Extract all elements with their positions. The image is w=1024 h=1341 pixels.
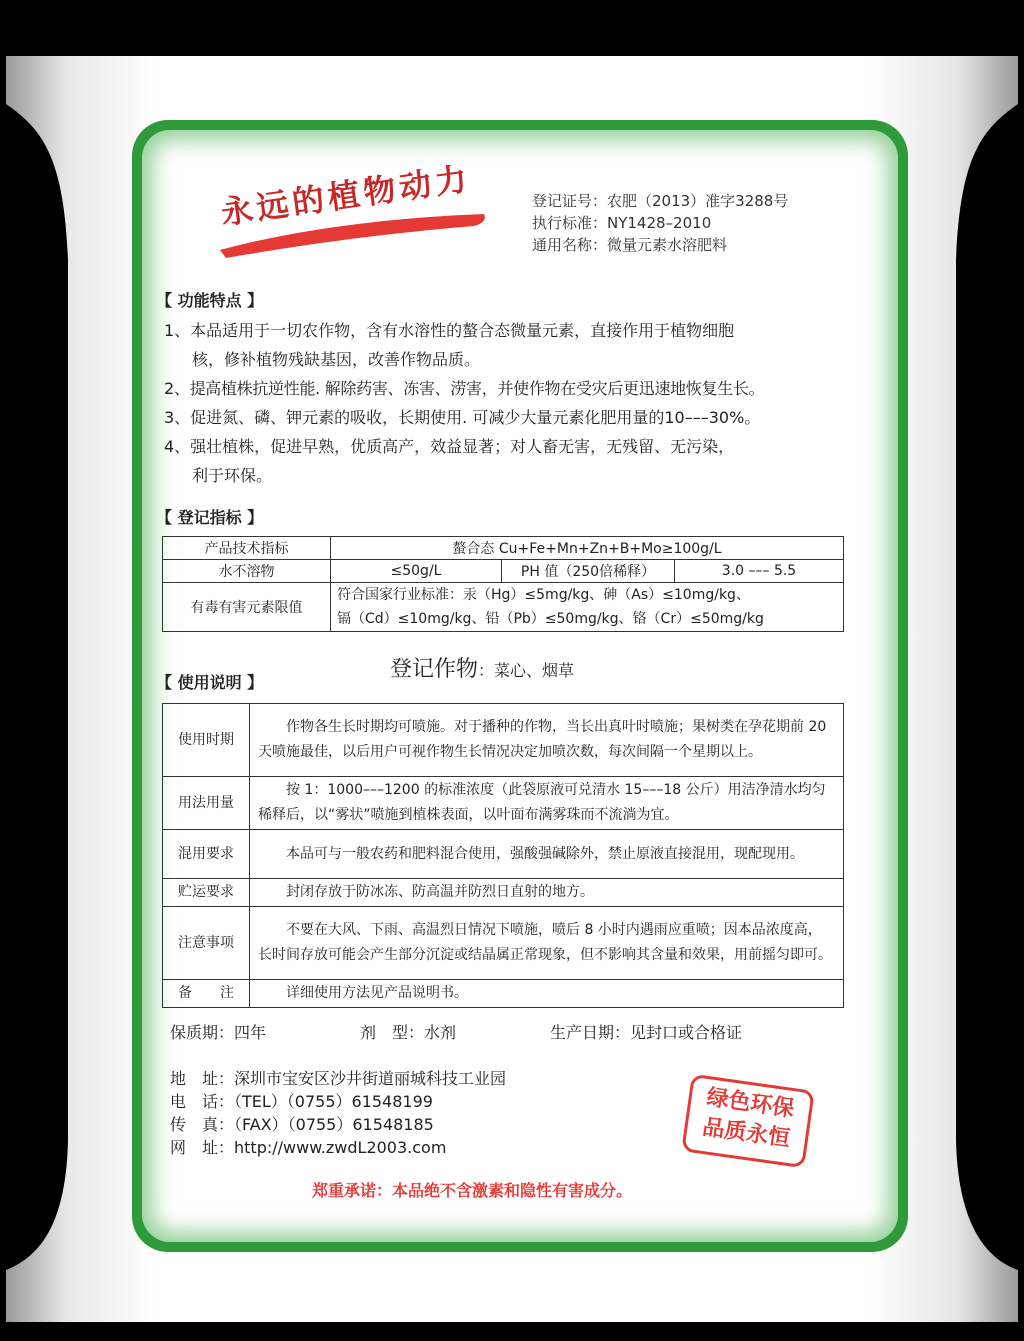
table-row — [163, 583, 844, 632]
table-cell: 用法用量 — [163, 777, 250, 830]
table-cell: 有毒有害元素限值 — [163, 583, 331, 632]
table-cell: 备 注 — [163, 980, 250, 1008]
indicators-table — [162, 536, 844, 632]
features-list — [164, 316, 844, 490]
table-cell — [331, 583, 844, 632]
slogan — [212, 159, 482, 260]
list-item: 3、促进氮、磷、钾元素的吸收，长期使用. 可减少大量元素化肥用量的10–––30%。 — [164, 408, 761, 427]
stamp-line: 品质永恒 — [700, 1114, 792, 1152]
table-row — [163, 907, 844, 980]
table-row — [163, 560, 844, 583]
table-cell: 螯合态 Cu+Fe+Mn+Zn+B+Mo≥100g/L — [331, 537, 844, 560]
table-cell: 贮运要求 — [163, 879, 250, 907]
table-cell: 不要在大风、下雨、高温烈日情况下喷施，喷后 8 小时内遇雨应重喷；因本品浓度高，长时间存放可能会产生部分沉淀或结晶属正常现象，但不影响其含量和效果，用前摇匀即可。 — [250, 907, 844, 980]
features-heading: 【 功能特点 】 — [156, 291, 264, 310]
indicators-heading: 【 登记指标 】 — [156, 508, 264, 527]
registration-info — [532, 190, 788, 256]
common-name: 通用名称：微量元素水溶肥料 — [532, 236, 728, 254]
formulation: 剂 型：水剂 — [360, 1023, 457, 1042]
table-cell: 作物各生长时期均可喷施。对于播种的作物，当长出真叶时喷施；果树类在孕花期前 20 天喷施最佳，以后用户可视作物生长情况决定加喷次数，每次间隔一个星期以上。 — [250, 704, 844, 777]
execution-standard: 执行标准：NY1428–2010 — [532, 214, 712, 232]
table-row — [163, 830, 844, 879]
table-cell: 封闭存放于防冰冻、防高温并防烈日直射的地方。 — [250, 879, 844, 907]
table-cell: 注意事项 — [163, 907, 250, 980]
limit-line: 镉（Cd）≤10mg/kg、铅（Pb）≤50mg/kg、铬（Cr）≤50mg/kg — [337, 611, 764, 627]
list-item: 1、本品适用于一切农作物，含有水溶性的螯合态微量元素，直接作用于植物细胞 — [164, 321, 735, 340]
crops-label: 登记作物 — [390, 657, 479, 682]
fax: 传 真：（FAX）（0755）61548185 — [170, 1115, 434, 1134]
production-date: 生产日期：见封口或合格证 — [550, 1023, 743, 1042]
list-item: 4、强壮植株，促进早熟，优质高产，效益显著；对人畜无害，无残留、无污染， — [164, 437, 735, 456]
usage-table — [162, 703, 844, 1008]
usage-heading: 【 使用说明 】 — [156, 673, 264, 692]
contact-info — [170, 1067, 506, 1159]
limit-line: 符合国家行业标准：汞（Hg）≤5mg/kg、砷（As）≤10mg/kg、 — [337, 587, 750, 603]
address: 地 址：深圳市宝安区沙井街道丽城科技工业园 — [170, 1069, 507, 1088]
table-row — [163, 777, 844, 830]
promise-text: 郑重承诺：本品绝不含激素和隐性有害成分。 — [312, 1181, 633, 1200]
table-cell: 混用要求 — [163, 830, 250, 879]
table-cell: 水不溶物 — [163, 560, 331, 583]
table-cell: 产品技术指标 — [163, 537, 331, 560]
table-cell: ≤50g/L — [331, 560, 502, 583]
list-item: 2、提高植株抗逆性能. 解除药害、冻害、涝害，并使作物在受灾后更迅速地恢复生长。 — [164, 379, 765, 398]
table-row — [163, 704, 844, 777]
registration-number: 登记证号：农肥（2013）准字3288号 — [532, 192, 789, 210]
table-cell: 详细使用方法见产品说明书。 — [250, 980, 844, 1008]
website: 网 址：http://www.zwdL2003.com — [170, 1138, 447, 1157]
crops-value: ：菜心、烟草 — [478, 661, 575, 680]
table-row — [163, 879, 844, 907]
table-row — [163, 537, 844, 560]
table-cell: 使用时期 — [163, 704, 250, 777]
shelf-life: 保质期：四年 — [170, 1023, 267, 1042]
table-cell: PH 值（250倍稀释） — [502, 560, 675, 583]
table-cell: 3.0 ––– 5.5 — [675, 560, 844, 583]
table-cell: 按 1：1000–––1200 的标准浓度（此袋原液可兑清水 15–––18 公斤）用洁净清水均匀稀释后，以“雾状”喷施到植株表面，以叶面布满雾珠而不流淌为宜。 — [250, 777, 844, 830]
phone: 电 话：（TEL）（0755）61548199 — [170, 1092, 433, 1111]
slogan-text: 永远的植物动力 — [218, 159, 474, 233]
list-item: 核，修补植物残缺基因，改善作物品质。 — [192, 350, 481, 369]
registered-crops — [390, 652, 574, 683]
table-row — [163, 980, 844, 1008]
list-item: 利于环保。 — [192, 466, 273, 485]
table-cell: 本品可与一般农药和肥料混合使用，强酸强碱除外，禁止原液直接混用，现配现用。 — [250, 830, 844, 879]
stamp-line: 绿色环保 — [705, 1085, 796, 1123]
